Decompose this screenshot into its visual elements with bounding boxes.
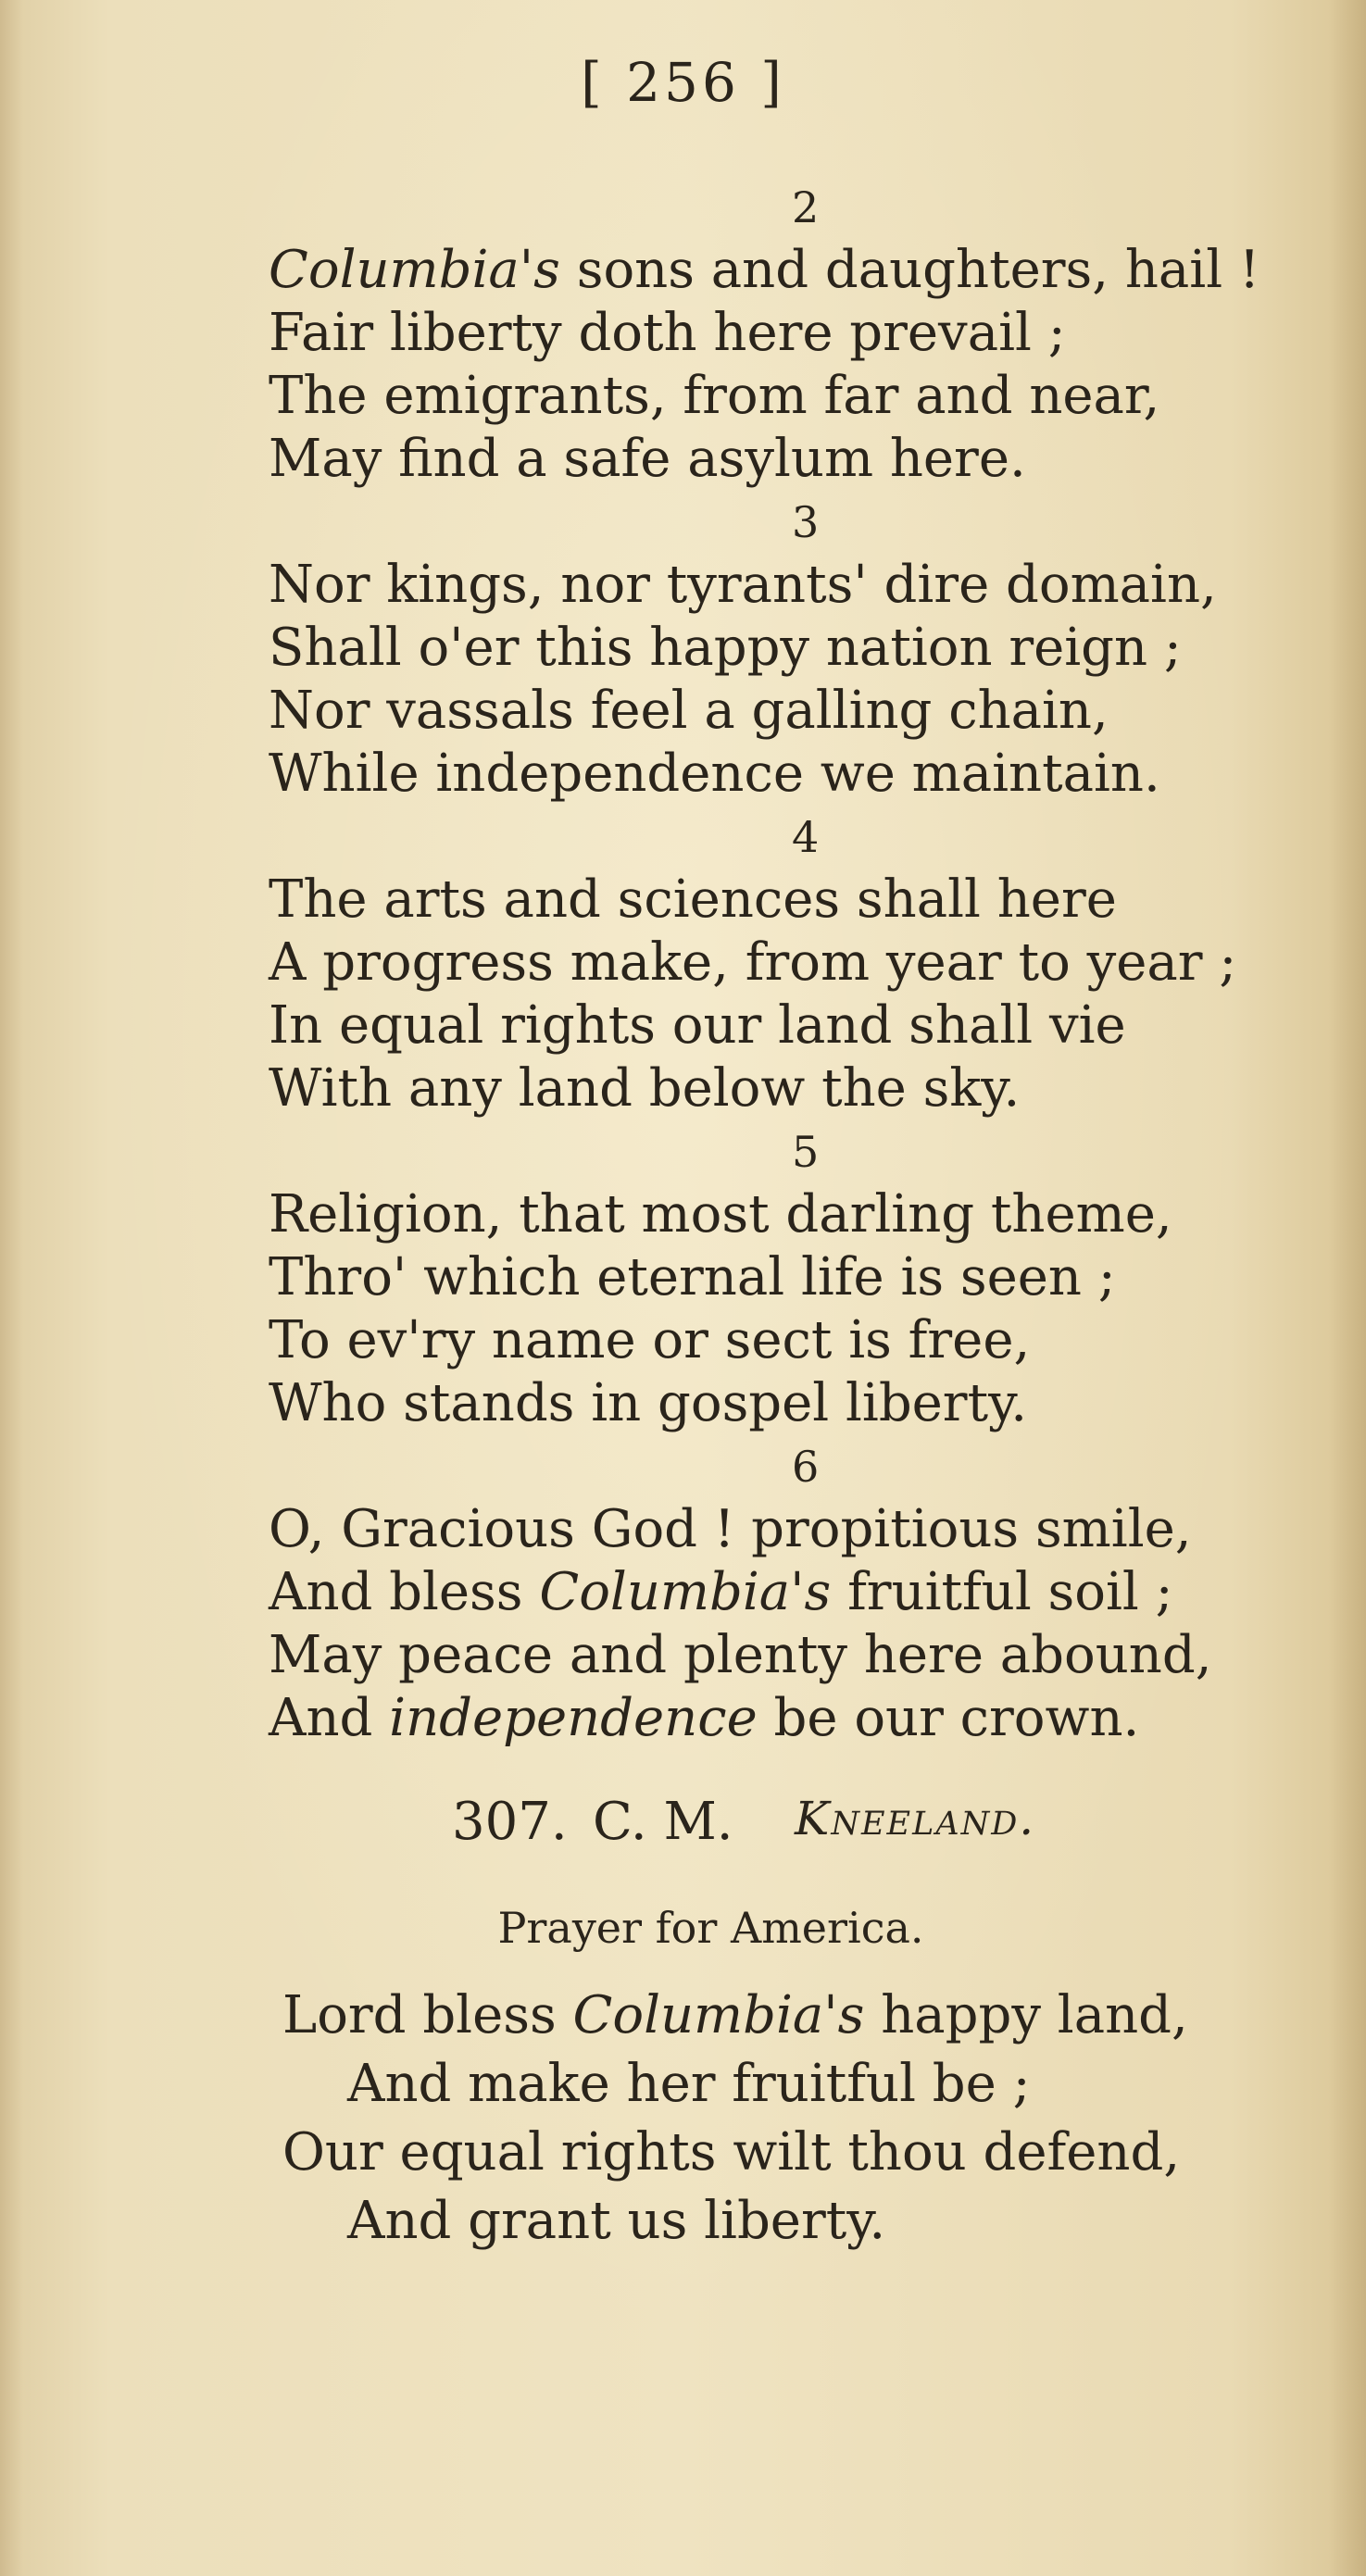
- verse-text: Nor kings, nor tyrants' dire domain,: [269, 555, 1217, 615]
- hymn-title: Prayer for America.: [497, 1903, 924, 1953]
- verse-line: [269, 743, 1315, 806]
- stanza-number: 2: [792, 182, 820, 232]
- verse-line: [269, 302, 1315, 365]
- verse-text: be our crown.: [757, 1688, 1140, 1748]
- verse-text: The emigrants, from far and near,: [269, 366, 1160, 426]
- verse-line: [282, 2119, 1301, 2187]
- verse-text: Our equal rights wilt thou defend,: [282, 2122, 1181, 2182]
- stanza-number: 5: [792, 1127, 820, 1177]
- verse-line: [269, 1687, 1315, 1750]
- verse-text: And make her fruitful be ;: [347, 2054, 1031, 2114]
- stanza-number: 4: [792, 812, 820, 862]
- verse-text: fruitful soil ;: [831, 1562, 1173, 1622]
- verse-text: Who stands in gospel liberty.: [269, 1373, 1028, 1433]
- verse-text: And grant us liberty.: [347, 2191, 886, 2251]
- verse-line: [269, 1183, 1315, 1246]
- italic-text: Columbia's: [269, 240, 560, 300]
- verse-line: [269, 554, 1315, 617]
- stanza-number: 3: [792, 497, 820, 547]
- verse-line: [269, 617, 1315, 680]
- verse-line: [269, 1561, 1315, 1624]
- verse-line: [269, 1372, 1315, 1435]
- italic-text: Columbia's: [539, 1562, 832, 1622]
- verse-line: [269, 1309, 1315, 1372]
- verse-line: [269, 428, 1315, 491]
- page-number-header: [ 256 ]: [581, 51, 785, 114]
- verse-line: [282, 2187, 1301, 2256]
- verse-line: [269, 239, 1315, 302]
- verse-line: [269, 1057, 1315, 1120]
- hymn-tune-name: Kneeland.: [795, 1792, 1036, 1845]
- verse-line: [269, 869, 1315, 932]
- italic-text: Columbia's: [572, 1985, 865, 2045]
- verse-text: With any land below the sky.: [269, 1058, 1021, 1119]
- hymn-verse: [282, 1982, 1301, 2256]
- hymn-meter: C. M.: [593, 1792, 733, 1852]
- hymn-number: 307.: [452, 1792, 568, 1852]
- verse-line: [269, 1246, 1315, 1309]
- verse-text: Religion, that most darling theme,: [269, 1184, 1172, 1244]
- verse-text: happy land,: [864, 1985, 1188, 2045]
- verse-text: May peace and plenty here abound,: [269, 1625, 1212, 1685]
- verse-text: May find a safe asylum here.: [269, 429, 1026, 489]
- page-right-shadow: [1329, 0, 1366, 2576]
- verse-line: [269, 365, 1315, 428]
- hymn-stanzas: [269, 176, 1315, 1750]
- verse-text: Shall o'er this happy nation reign ;: [269, 618, 1182, 678]
- verse-text: Nor vassals feel a galling chain,: [269, 681, 1109, 741]
- verse-line: [282, 2050, 1301, 2119]
- verse-text: While independence we maintain.: [269, 744, 1160, 804]
- verse-text: In equal rights our land shall vie: [269, 995, 1126, 1056]
- verse-line: [269, 994, 1315, 1057]
- verse-text: A progress make, from year to year ;: [269, 932, 1237, 993]
- verse-text: Lord bless: [282, 1985, 573, 2045]
- verse-line: [269, 680, 1315, 743]
- verse-line: [269, 932, 1315, 994]
- verse-text: O, Gracious God ! propitious smile,: [269, 1499, 1192, 1559]
- page-left-shadow: [0, 0, 23, 2576]
- verse-line: [269, 1624, 1315, 1687]
- italic-text: independence: [389, 1688, 758, 1748]
- verse-text: And: [269, 1688, 390, 1748]
- verse-text: And bless: [269, 1562, 540, 1622]
- verse-text: The arts and sciences shall here: [269, 869, 1117, 930]
- verse-text: sons and daughters, hail !: [559, 240, 1260, 300]
- verse-line: [269, 1498, 1315, 1561]
- verse-text: To ev'ry name or sect is free,: [269, 1310, 1031, 1370]
- verse-text: Thro' which eternal life is seen ;: [269, 1247, 1116, 1307]
- verse-text: Fair liberty doth here prevail ;: [269, 303, 1066, 363]
- verse-line: [282, 1982, 1301, 2050]
- stanza-number: 6: [792, 1442, 820, 1492]
